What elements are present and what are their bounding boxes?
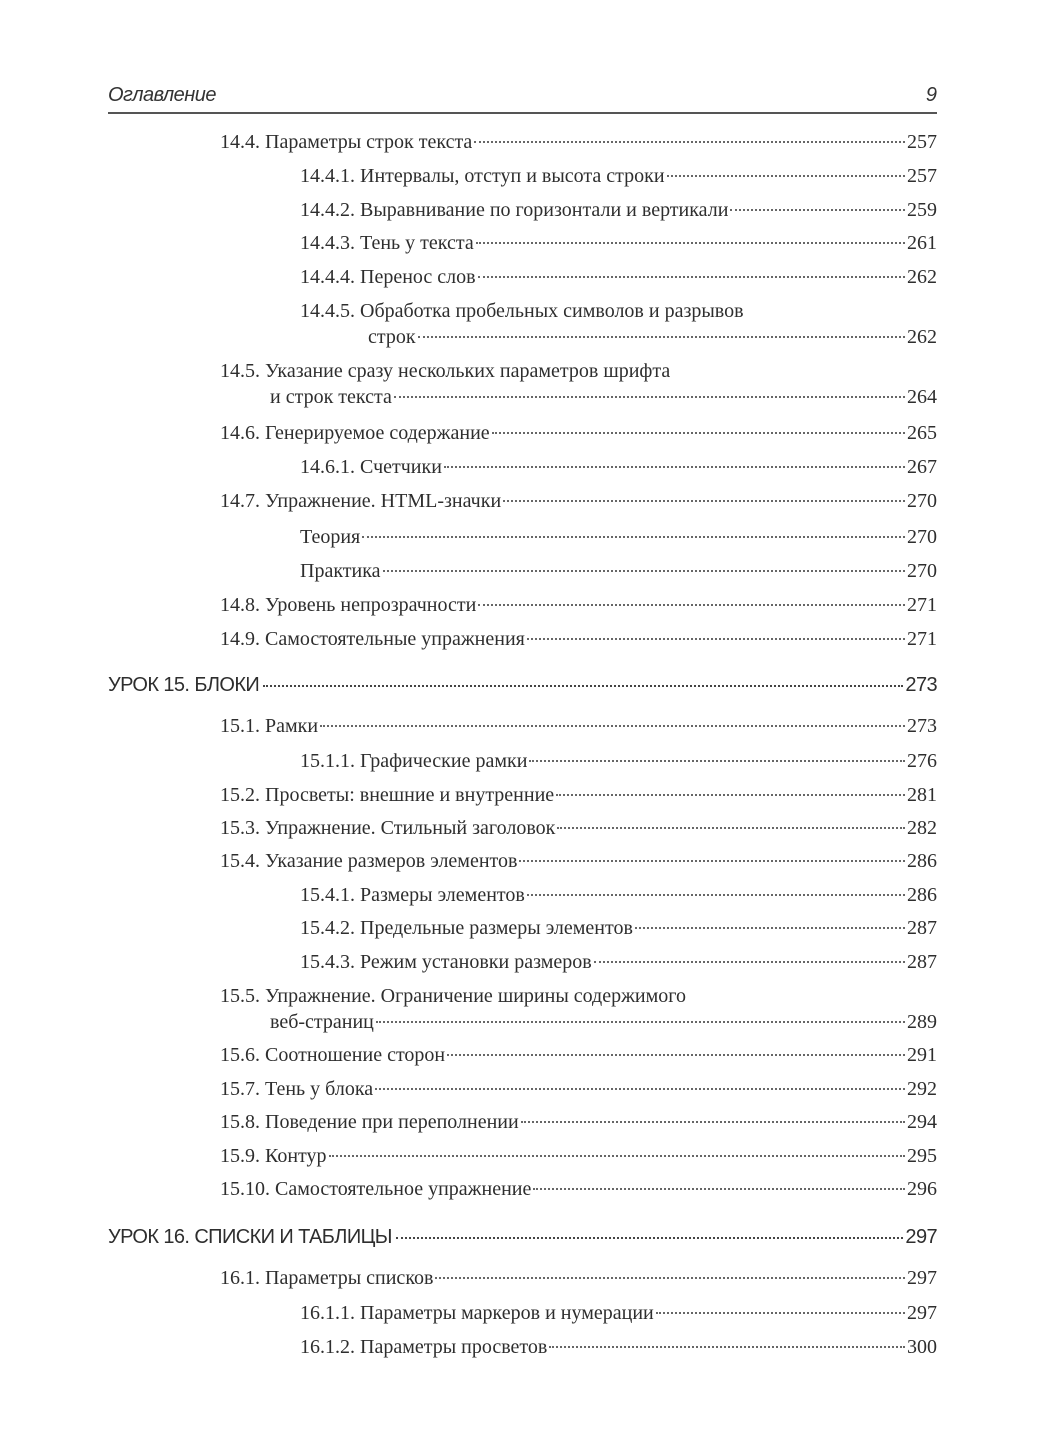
toc-entry-title: 15.6. Соотношение сторон	[220, 1044, 446, 1066]
dot-leader	[474, 141, 905, 143]
toc-entry-title: 14.4.3. Тень у текста	[300, 232, 474, 254]
dot-leader	[478, 276, 905, 278]
toc-page-number: 286	[907, 884, 937, 906]
toc-entry-title: 14.5. Указание сразу нескольких параметров шрифта	[220, 360, 671, 382]
dot-leader	[557, 827, 905, 829]
toc-entry	[108, 231, 937, 255]
dot-leader	[383, 570, 905, 572]
toc-entry-title: 15.2. Просветы: внешние и внутренние	[220, 784, 555, 806]
dot-leader	[730, 209, 905, 211]
toc-page-number: 273	[907, 715, 937, 737]
dot-leader	[478, 604, 905, 606]
dot-leader	[263, 685, 903, 687]
toc-page-number: 271	[907, 628, 937, 650]
toc-entry-title: 14.8. Уровень непрозрачности	[220, 594, 477, 616]
toc-entry-title: 15.4.1. Размеры элементов	[300, 884, 525, 906]
toc-page-number: 262	[907, 266, 937, 288]
toc-entry-title: 14.4.2. Выравнивание по горизонтали и вертикали	[300, 199, 729, 221]
toc-entry-title: 15.4. Указание размеров элементов	[220, 850, 518, 872]
toc-page-number: 270	[907, 560, 937, 582]
toc-entry-title: Теория	[300, 526, 361, 548]
toc-entry-title-continued: веб-страниц	[270, 1011, 374, 1033]
dot-leader	[527, 638, 905, 640]
dot-leader	[396, 1237, 904, 1239]
toc-page-number: 297	[907, 1302, 937, 1324]
toc-entry	[108, 1177, 937, 1201]
toc-entry-title: УРОК 16. СПИСКИ И ТАБЛИЦЫ	[108, 1226, 392, 1248]
dot-leader	[444, 466, 905, 468]
toc-entry-title: 16.1.1. Параметры маркеров и нумерации	[300, 1302, 654, 1324]
toc-entry-title: 14.9. Самостоятельные упражнения	[220, 628, 525, 650]
toc-entry	[108, 359, 937, 409]
toc-entry	[108, 455, 937, 479]
toc-entry	[108, 1110, 937, 1134]
toc-entry	[108, 1144, 937, 1168]
dot-leader	[362, 536, 905, 538]
toc-entry	[108, 916, 937, 940]
toc-entry	[108, 627, 937, 651]
toc-entry-title: 14.6. Генерируемое содержание	[220, 422, 490, 444]
toc-page-number: 265	[907, 422, 937, 444]
toc-entry	[108, 1043, 937, 1067]
toc-page-number: 281	[907, 784, 937, 806]
dot-leader	[376, 1021, 905, 1023]
dot-leader	[529, 760, 905, 762]
dot-leader	[375, 1088, 905, 1090]
toc-lesson-entry	[108, 1225, 937, 1249]
toc-entry-title: 15.4.3. Режим установки размеров	[300, 951, 592, 973]
toc-entry	[108, 525, 937, 549]
toc-page-number: 257	[907, 165, 937, 187]
dot-leader	[667, 175, 905, 177]
toc-entry	[108, 984, 937, 1034]
dot-leader	[476, 242, 905, 244]
toc-page-number: 296	[907, 1178, 937, 1200]
toc-entry-title: УРОК 15. БЛОКИ	[108, 674, 260, 696]
toc-entry	[108, 130, 937, 154]
toc-page-number: 297	[907, 1267, 937, 1289]
toc-entry-title: 14.4.1. Интервалы, отступ и высота строки	[300, 165, 665, 187]
toc-entry-title: 15.5. Упражнение. Ограничение ширины содержимого	[220, 985, 686, 1007]
toc-entry	[108, 559, 937, 583]
toc-entry	[108, 849, 937, 873]
toc-entry	[108, 164, 937, 188]
toc-entry-title: 14.4. Параметры строк текста	[220, 131, 473, 153]
dot-leader	[320, 725, 905, 727]
toc-entry	[108, 883, 937, 907]
toc-page-number: 300	[907, 1336, 937, 1358]
toc-entry-title: 14.4.5. Обработка пробельных символов и разрывов	[300, 300, 744, 322]
toc-entry	[108, 816, 937, 840]
dot-leader	[527, 894, 905, 896]
toc-page-number: 257	[907, 131, 937, 153]
toc-page-number: 286	[907, 850, 937, 872]
toc-page-number: 270	[907, 526, 937, 548]
dot-leader	[418, 336, 905, 338]
toc-entry	[108, 950, 937, 974]
toc-page-number: 294	[907, 1111, 937, 1133]
toc-entry-title: 15.7. Тень у блока	[220, 1078, 374, 1100]
header-title: Оглавление	[108, 84, 217, 106]
dot-leader	[394, 396, 905, 398]
toc-lesson-entry	[108, 673, 937, 697]
toc-entry-title: 16.1. Параметры списков	[220, 1267, 434, 1289]
toc-entry	[108, 1335, 937, 1359]
header-page-number: 9	[925, 84, 937, 106]
toc-entry	[108, 749, 937, 773]
toc-entry	[108, 198, 937, 222]
toc-entry	[108, 783, 937, 807]
toc-entry-title: 15.3. Упражнение. Стильный заголовок	[220, 817, 556, 839]
toc-page-number: 297	[905, 1226, 937, 1248]
toc-page-number: 271	[907, 594, 937, 616]
toc-page-number: 287	[907, 917, 937, 939]
dot-leader	[435, 1277, 905, 1279]
dot-leader	[492, 432, 905, 434]
toc-page-number: 291	[907, 1044, 937, 1066]
toc-entry	[108, 421, 937, 445]
dot-leader	[447, 1054, 905, 1056]
toc-page-number: 270	[907, 490, 937, 512]
toc-entry-title: Практика	[300, 560, 381, 582]
toc-page-number: 259	[907, 199, 937, 221]
toc-entry-title: 15.8. Поведение при переполнении	[220, 1111, 519, 1133]
toc-page-number: 282	[907, 817, 937, 839]
toc-page-number: 264	[907, 386, 937, 408]
toc-entry	[108, 265, 937, 289]
dot-leader	[635, 927, 905, 929]
running-header	[108, 84, 937, 114]
toc-page-number: 262	[907, 326, 937, 348]
toc-page-number: 267	[907, 456, 937, 478]
toc-entry	[108, 593, 937, 617]
toc-entry	[108, 1077, 937, 1101]
toc-page-number: 289	[907, 1011, 937, 1033]
dot-leader	[556, 794, 905, 796]
toc-entry-title: 14.7. Упражнение. HTML-значки	[220, 490, 502, 512]
toc-page-number: 287	[907, 951, 937, 973]
toc-entry-title: 16.1.2. Параметры просветов	[300, 1336, 548, 1358]
dot-leader	[503, 500, 905, 502]
dot-leader	[519, 860, 905, 862]
toc-entry-title: 14.4.4. Перенос слов	[300, 266, 476, 288]
toc-entry-title: 15.9. Контур	[220, 1145, 327, 1167]
toc-entry-title: 15.1.1. Графические рамки	[300, 750, 528, 772]
toc-page-number: 276	[907, 750, 937, 772]
toc-entry	[108, 489, 937, 513]
toc-entry-title-continued: строк	[368, 326, 416, 348]
toc-entry	[108, 1266, 937, 1290]
toc-entry-title: 15.1. Рамки	[220, 715, 319, 737]
toc-page-number: 261	[907, 232, 937, 254]
dot-leader	[329, 1155, 905, 1157]
toc-entry	[108, 1301, 937, 1325]
toc-page-number: 273	[905, 674, 937, 696]
toc-entry-title: 15.4.2. Предельные размеры элементов	[300, 917, 633, 939]
dot-leader	[549, 1346, 905, 1348]
toc-page-number: 292	[907, 1078, 937, 1100]
toc-page-number: 295	[907, 1145, 937, 1167]
toc-entry	[108, 299, 937, 349]
toc-entry-title: 14.6.1. Счетчики	[300, 456, 442, 478]
dot-leader	[533, 1188, 905, 1190]
toc-entry	[108, 714, 937, 738]
toc-entry-title-continued: и строк текста	[270, 386, 392, 408]
dot-leader	[656, 1312, 905, 1314]
dot-leader	[521, 1121, 905, 1123]
toc-entry-title: 15.10. Самостоятельное упражнение	[220, 1178, 532, 1200]
dot-leader	[594, 961, 905, 963]
